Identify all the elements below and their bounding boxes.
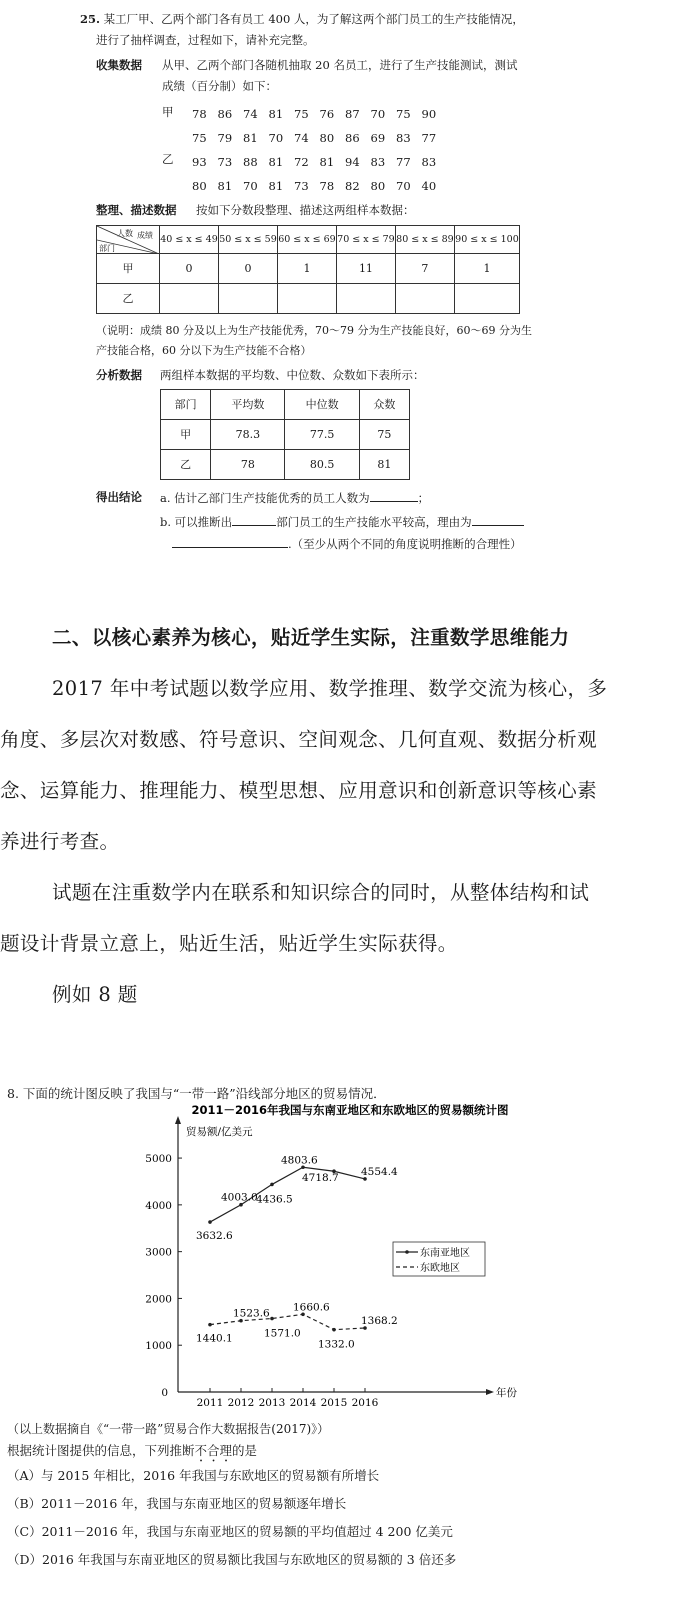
score-value: 70 [370, 107, 386, 121]
option-d[interactable]: （D）2016 年我国与东南亚地区的贸易额比我国与东欧地区的贸易额的 3 倍还多 [7, 1552, 457, 1567]
option-c[interactable]: （C）2011－2016 年，我国与东南亚地区的贸易额的平均值超过 4 200 亿美元 [7, 1524, 453, 1539]
data-label: 3632.6 [196, 1230, 233, 1243]
freq-cell: 7 [395, 254, 454, 284]
score-value: 74 [243, 107, 258, 121]
freq-col-header: 80 ≤ x ≤ 89 [395, 226, 454, 254]
data-label: 4436.5 [256, 1193, 293, 1206]
score-value: 70 [268, 131, 284, 145]
answer-blank[interactable] [172, 535, 288, 548]
data-label: 1571.0 [264, 1327, 301, 1340]
stats-header: 中位数 [285, 390, 359, 420]
x-tick-label: 2015 [320, 1397, 348, 1409]
stats-cell: 78.3 [211, 420, 285, 450]
data-label: 4803.6 [281, 1154, 318, 1167]
score-value: 86 [345, 131, 360, 145]
note-line1: （说明：成绩 80 分及以上为生产技能优秀，70～79 分为生产技能良好，60～69 分为生 [96, 324, 532, 337]
score-value: 78 [192, 107, 207, 121]
score-value: 73 [217, 155, 233, 169]
stats-header: 部门 [161, 390, 211, 420]
data-point [208, 1220, 212, 1224]
trade-chart [0, 1100, 693, 1416]
essay-p1-line3: 念、运算能力、推理能力、模型思想、应用意识和创新意识等核心素 [0, 779, 598, 802]
collect-text-2: 成绩（百分制）如下： [162, 79, 277, 93]
freq-col-header: 70 ≤ x ≤ 79 [336, 226, 395, 254]
freq-col-header: 40 ≤ x ≤ 49 [160, 226, 219, 254]
data-label: 1660.6 [293, 1301, 330, 1314]
stats-cell: 75 [359, 420, 409, 450]
score-value: 81 [268, 107, 284, 121]
x-tick-label: 2011 [196, 1397, 224, 1409]
score-value: 94 [345, 155, 360, 169]
data-point [270, 1317, 274, 1321]
conclusion-a [160, 489, 429, 506]
x-tick-label: 2013 [258, 1397, 286, 1409]
y-tick-label: 2000 [145, 1293, 172, 1306]
score-value: 81 [268, 155, 284, 169]
stats-header: 众数 [359, 390, 409, 420]
score-value: 81 [268, 179, 284, 193]
score-value: 70 [396, 179, 411, 193]
score-value: 81 [319, 155, 335, 169]
frequency-table [96, 225, 520, 314]
essay-p1-line2: 角度、多层次对数感、符号意识、空间观念、几何直观、数据分析观 [0, 728, 598, 751]
score-value: 80 [370, 179, 386, 193]
essay-heading: 二、以核心素养为核心，贴近学生实际，注重数学思维能力 [52, 626, 570, 649]
score-value: 82 [345, 179, 360, 193]
score-value: 83 [396, 131, 411, 145]
y-axis-label: 贸易额/亿美元 [186, 1126, 253, 1138]
score-value: 80 [319, 131, 335, 145]
score-value: 81 [243, 131, 258, 145]
header-count: 人数 [117, 229, 133, 238]
organize-text: 按如下分数段整理、描述这两组样本数据： [196, 203, 415, 217]
q8-stem: 8. 下面的统计图反映了我国与“一带一路”沿线部分地区的贸易情况． [7, 1086, 386, 1101]
q25-number: 25. [80, 12, 101, 26]
score-value: 70 [243, 179, 258, 193]
essay-p1-line4: 养进行考查。 [0, 830, 120, 853]
essay-p3: 例如 8 题 [52, 983, 138, 1006]
essay-p2-line2: 题设计背景立意上，贴近生活，贴近学生实际获得。 [0, 932, 458, 955]
conclusion-b-text1: b. 可以推断出 [160, 515, 233, 529]
freq-cell-empty[interactable] [336, 284, 395, 314]
score-value: 86 [217, 107, 233, 121]
score-value: 74 [294, 131, 309, 145]
freq-cell: 1 [454, 254, 519, 284]
scores-yi-row1 [192, 154, 447, 170]
data-label: 4003.0 [221, 1191, 258, 1204]
freq-cell: 0 [218, 254, 277, 284]
header-dept: 部门 [99, 244, 115, 253]
stats-cell: 80.5 [285, 450, 359, 480]
data-label: 4554.4 [361, 1165, 398, 1178]
scores-jia-row1 [192, 106, 447, 122]
answer-blank[interactable] [232, 513, 276, 526]
score-value: 87 [345, 107, 360, 121]
origin-label: 0 [161, 1387, 168, 1399]
x-tick-label: 2014 [289, 1397, 317, 1409]
q8-question [7, 1441, 257, 1465]
score-value: 40 [421, 179, 437, 193]
conclusion-a-end: ； [417, 491, 430, 505]
x-axis-arrow [486, 1389, 494, 1395]
essay-p1-line1: 2017 年中考试题以数学应用、数学推理、数学交流为核心，多 [52, 677, 608, 700]
conclusion-b-text3: .（至少从两个不同的角度说明推断的合理性） [288, 537, 522, 551]
conclusion-b [160, 513, 524, 530]
freq-cell: 11 [336, 254, 395, 284]
legend [393, 1242, 485, 1276]
freq-cell: 0 [160, 254, 219, 284]
legend-solid-marker [405, 1250, 409, 1254]
chart-title: 2011－2016年我国与东南亚地区和东欧地区的贸易额统计图 [191, 1103, 509, 1117]
freq-row-label: 甲 [97, 254, 160, 284]
score-value: 77 [421, 131, 437, 145]
y-tick-label: 5000 [145, 1153, 172, 1166]
score-value: 80 [192, 179, 207, 193]
q8-source: （以上数据摘自《“一带一路”贸易合作大数据报告(2017)》） [7, 1422, 330, 1436]
stats-cell: 乙 [161, 450, 211, 480]
data-label: 1523.6 [233, 1307, 270, 1320]
q8-question-emphasis: 不合理 [194, 1443, 233, 1458]
score-value: 88 [243, 155, 258, 169]
collect-data-label: 收集数据 [96, 58, 142, 72]
conclusion-a-text: a. 估计乙部门生产技能优秀的员工人数为 [160, 491, 370, 505]
answer-blank[interactable] [472, 513, 524, 526]
conclusion-b-line2 [172, 535, 522, 552]
y-tick-label: 1000 [145, 1340, 172, 1353]
freq-cell-empty[interactable] [277, 284, 336, 314]
freq-cell-empty[interactable] [218, 284, 277, 314]
score-value: 72 [294, 155, 309, 169]
option-a[interactable]: （A）与 2015 年相比，2016 年我国与东欧地区的贸易额有所增长 [7, 1468, 380, 1483]
freq-col-header: 90 ≤ x ≤ 100 [454, 226, 519, 254]
score-value: 81 [217, 179, 233, 193]
scores-yi-label: 乙 [162, 152, 174, 166]
score-value: 83 [421, 155, 437, 169]
conclusion-b-text2: 部门员工的生产技能水平较高，理由为 [276, 515, 472, 529]
freq-cell: 1 [277, 254, 336, 284]
freq-cell-empty[interactable] [160, 284, 219, 314]
stats-table [160, 389, 410, 480]
freq-cell-empty[interactable] [454, 284, 519, 314]
q25-stem-line2: 进行了抽样调查，过程如下，请补充完整。 [96, 33, 315, 47]
x-tick-label: 2012 [227, 1397, 255, 1409]
y-tick-label: 3000 [145, 1246, 172, 1259]
freq-row-label: 乙 [97, 284, 160, 314]
score-value: 73 [294, 179, 309, 193]
score-value: 75 [294, 107, 309, 121]
conclusion-label: 得出结论 [96, 490, 142, 504]
stats-cell: 81 [359, 450, 409, 480]
freq-cell-empty[interactable] [395, 284, 454, 314]
score-value: 69 [370, 131, 386, 145]
score-value: 77 [396, 155, 411, 169]
stats-cell: 77.5 [285, 420, 359, 450]
freq-col-header: 60 ≤ x ≤ 69 [277, 226, 336, 254]
analyze-text: 两组样本数据的平均数、中位数、众数如下表所示： [160, 368, 425, 382]
answer-blank[interactable] [370, 489, 418, 502]
collect-text-1: 从甲、乙两个部门各随机抽取 20 名员工，进行了生产技能测试，测试 [162, 58, 518, 72]
score-value: 78 [319, 179, 335, 193]
stats-header: 平均数 [211, 390, 285, 420]
data-label: 4718.7 [302, 1172, 339, 1185]
freq-diagonal-header [97, 226, 160, 254]
score-value: 75 [192, 131, 207, 145]
data-label: 1440.1 [196, 1332, 233, 1345]
q8-question-post: 的是 [232, 1443, 258, 1458]
freq-col-header: 50 ≤ x ≤ 59 [218, 226, 277, 254]
data-point [332, 1328, 336, 1332]
score-value: 75 [396, 107, 411, 121]
data-label: 1332.0 [318, 1338, 355, 1351]
legend-southeast-asia: 东南亚地区 [420, 1248, 470, 1259]
score-value: 90 [421, 107, 437, 121]
data-point [208, 1323, 212, 1327]
organize-data-label: 整理、描述数据 [96, 203, 177, 217]
note-line2: 产技能合格，60 分以下为生产技能不合格） [96, 344, 312, 357]
scores-jia-label: 甲 [162, 105, 174, 119]
analyze-data-label: 分析数据 [96, 368, 142, 382]
scores-yi-row2 [192, 178, 447, 194]
score-value: 79 [217, 131, 233, 145]
stats-cell: 甲 [161, 420, 211, 450]
y-tick-label: 4000 [145, 1199, 172, 1212]
essay-p2-line1: 试题在注重数学内在联系和知识综合的同时，从整体结构和试 [52, 881, 590, 904]
q25-stem-line1: 某工厂甲、乙两个部门各有员工 400 人，为了解这两个部门员工的生产技能情况， [103, 12, 524, 26]
option-b[interactable]: （B）2011－2016 年，我国与东南亚地区的贸易额逐年增长 [7, 1496, 347, 1511]
stats-cell: 78 [211, 450, 285, 480]
data-point [270, 1183, 274, 1187]
score-value: 76 [319, 107, 335, 121]
header-score: 成绩 [137, 231, 153, 240]
data-label: 1368.2 [361, 1314, 398, 1327]
q8-question-pre: 根据统计图提供的信息，下列推断 [7, 1443, 195, 1458]
y-axis-arrow [175, 1116, 181, 1124]
score-value: 83 [370, 155, 386, 169]
x-tick-label: 2016 [351, 1397, 379, 1409]
scores-jia-row2 [192, 130, 447, 146]
q25-stem [80, 11, 524, 27]
legend-east-europe: 东欧地区 [420, 1263, 460, 1274]
score-value: 93 [192, 155, 207, 169]
x-axis-label: 年份 [496, 1387, 517, 1399]
